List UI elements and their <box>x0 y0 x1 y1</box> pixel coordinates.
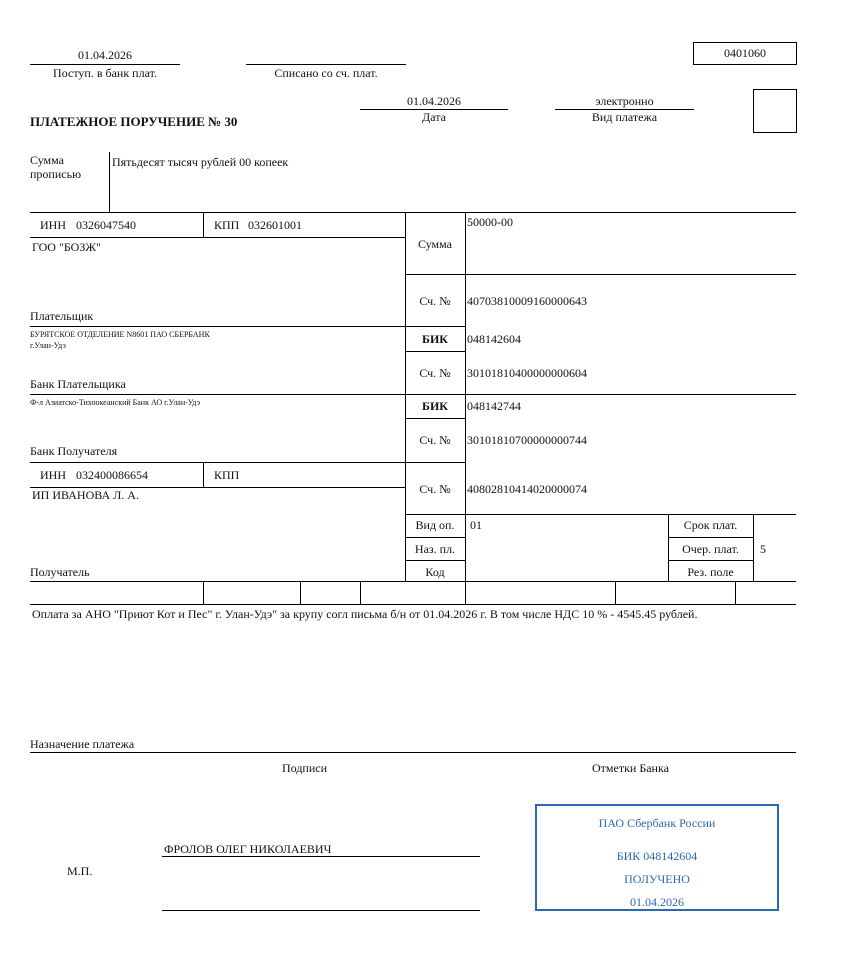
grid-line <box>465 212 466 604</box>
amount-label: Сумма <box>418 237 452 251</box>
kod-label: Код <box>425 565 445 579</box>
amount-words-label-1: Сумма <box>30 153 64 167</box>
grid-line <box>30 462 465 463</box>
payee-name: ИП ИВАНОВА Л. А. <box>32 488 139 502</box>
payee-inn-label: ИНН <box>40 468 66 482</box>
debited-line <box>246 64 406 65</box>
payer-kpp: 032601001 <box>248 218 302 232</box>
grid-line <box>203 462 204 487</box>
signer-name: ФРОЛОВ ОЛЕГ НИКОЛАЕВИЧ <box>164 842 332 856</box>
grid-line <box>203 212 204 237</box>
grid-line <box>360 581 361 604</box>
grid-line <box>30 237 405 238</box>
amount-value: 50000-00 <box>467 215 513 229</box>
received-date: 01.04.2026 <box>78 48 132 62</box>
received-label: Поступ. в банк плат. <box>53 66 157 80</box>
grid-line <box>668 537 753 538</box>
bank-stamp <box>535 804 779 911</box>
ocher-value: 5 <box>760 542 766 556</box>
grid-line <box>405 418 465 419</box>
document-title: ПЛАТЕЖНОЕ ПОРУЧЕНИЕ № 30 <box>30 114 238 129</box>
payer-inn-label: ИНН <box>40 218 66 232</box>
grid-line <box>300 581 301 604</box>
payee-label: Получатель <box>30 565 90 579</box>
vid-op-label: Вид оп. <box>415 518 455 532</box>
stamp-date: 01.04.2026 <box>630 895 684 909</box>
grid-line <box>668 560 753 561</box>
status-box <box>753 89 797 133</box>
doc-date: 01.04.2026 <box>407 94 461 108</box>
grid-line <box>615 581 616 604</box>
stamp-status: ПОЛУЧЕНО <box>624 872 690 886</box>
grid-line <box>753 514 754 582</box>
grid-line <box>30 604 796 605</box>
mp-label: М.П. <box>67 864 93 878</box>
grid-line <box>30 394 796 395</box>
grid-line <box>405 514 796 515</box>
payee-bank-acc: 30101810700000000744 <box>467 433 587 447</box>
doc-date-label: Дата <box>422 110 446 124</box>
signature-line <box>162 856 480 857</box>
vid-op: 01 <box>470 518 482 532</box>
grid-line <box>405 537 465 538</box>
payer-bank-city: г.Улан-Удэ <box>30 341 66 350</box>
grid-line <box>30 581 796 582</box>
payee-kpp-label: КПП <box>214 468 240 482</box>
payee-acc-label: Сч. № <box>419 482 451 496</box>
payment-type-label: Вид платежа <box>591 110 658 124</box>
payer-inn: 0326047540 <box>76 218 136 232</box>
naz-pl-label: Наз. пл. <box>414 542 456 556</box>
signature-line <box>162 910 480 911</box>
payer-bank-acc: 30101810400000000604 <box>467 366 587 380</box>
payer-kpp-label: КПП <box>214 218 240 232</box>
payee-bank-acc-label: Сч. № <box>419 433 451 447</box>
purpose-label: Назначение платежа <box>30 737 135 751</box>
payee-bank-label: Банк Получателя <box>30 444 118 458</box>
amount-words-label-2: прописью <box>30 167 82 181</box>
signatures-label: Подписи <box>282 761 328 775</box>
payer-bank-acc-label: Сч. № <box>419 366 451 380</box>
received-line <box>30 64 180 65</box>
ocher-label: Очер. плат. <box>682 542 739 556</box>
stamp-bank: ПАО Сбербанк России <box>598 816 716 830</box>
payer-bank-bik-label: БИК <box>422 332 448 346</box>
payer-bank-label: Банк Плательщика <box>30 377 126 391</box>
form-code: 0401060 <box>693 42 797 65</box>
grid-line <box>30 212 796 213</box>
grid-line <box>735 581 736 604</box>
payee-bank-bik: 048142744 <box>467 399 521 413</box>
grid-line <box>203 581 204 604</box>
payer-bank-name: БУРЯТСКОЕ ОТДЕЛЕНИЕ N8601 ПАО СБЕРБАНК <box>30 330 210 339</box>
payment-type: электронно <box>595 94 654 108</box>
grid-line <box>405 351 465 352</box>
payee-inn: 032400086654 <box>76 468 148 482</box>
grid-line <box>30 326 465 327</box>
srok-label: Срок плат. <box>683 518 738 532</box>
stamp-bik: БИК 048142604 <box>616 849 698 863</box>
amount-words-divider <box>109 152 110 212</box>
grid-line <box>405 560 465 561</box>
payer-bank-bik: 048142604 <box>467 332 521 346</box>
bank-marks-label: Отметки Банка <box>592 761 669 775</box>
grid-line <box>30 752 796 753</box>
grid-line <box>405 274 796 275</box>
payer-label: Плательщик <box>30 309 94 323</box>
payer-account-label: Сч. № <box>419 294 451 308</box>
payee-acc: 40802810414020000074 <box>467 482 587 496</box>
debited-label: Списано со сч. плат. <box>274 66 378 80</box>
payee-bank-name: Ф-л Азиатско-Тихоокеанский Банк АО г.Улан-Удэ <box>30 398 201 407</box>
payment-purpose: Оплата за АНО "Приют Кот и Пес" г. Улан-Удэ" за крупу согл письма б/н от 01.04.2026 г. В том числе НДС 10 % - 4545.45 рублей. <box>32 607 698 621</box>
payee-bank-bik-label: БИК <box>422 399 448 413</box>
rez-label: Рез. поле <box>687 565 734 579</box>
amount-words-value: Пятьдесят тысяч рублей 00 копеек <box>112 155 289 169</box>
payer-account: 40703810009160000643 <box>467 294 587 308</box>
payer-name: ГОО "БОЗЖ" <box>32 240 101 254</box>
